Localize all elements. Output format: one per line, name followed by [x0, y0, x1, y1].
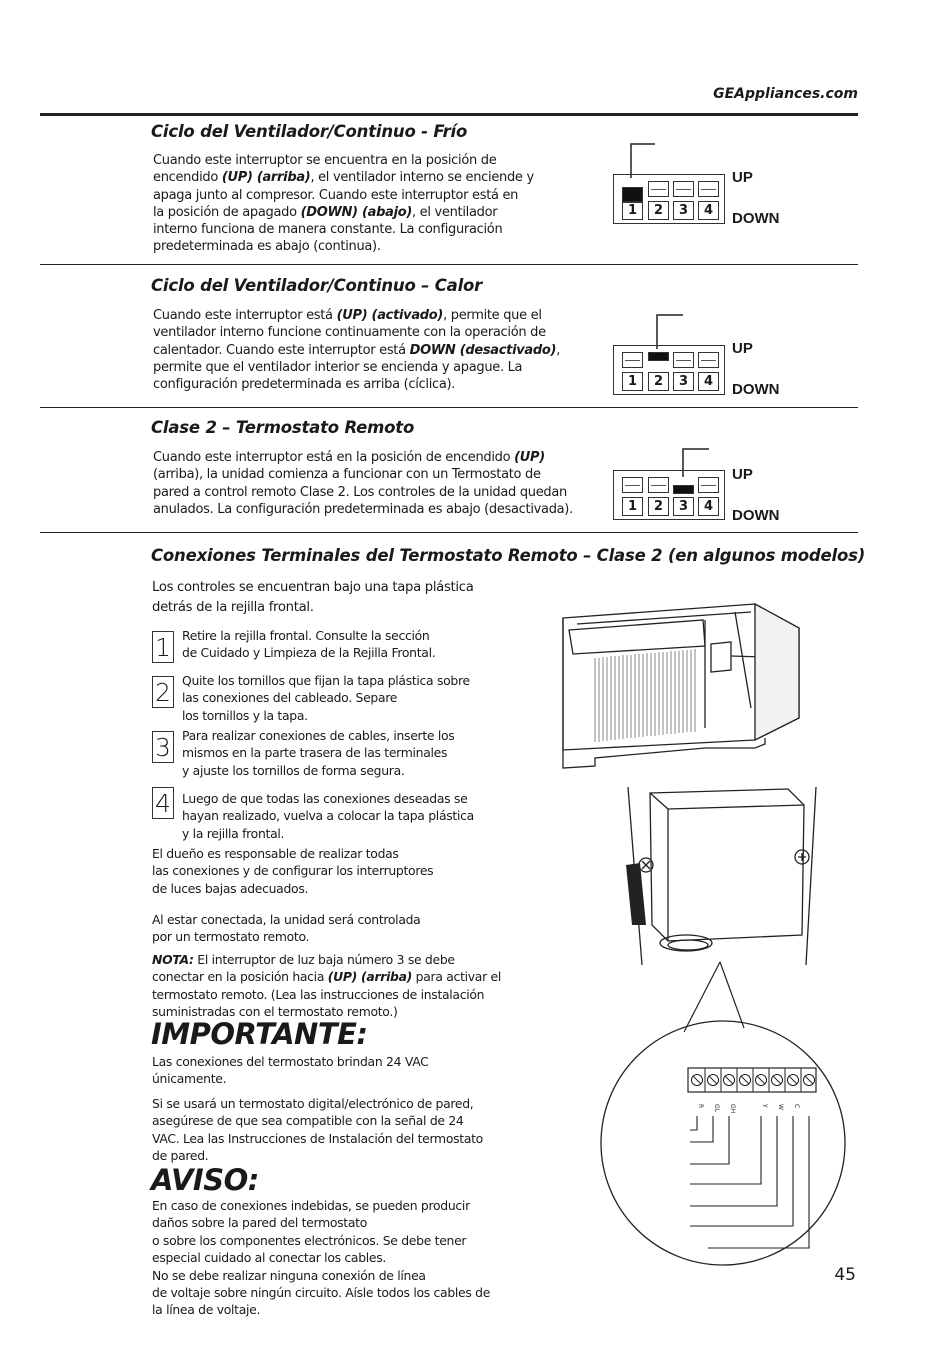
dip-number: 2	[648, 201, 669, 220]
section-body-remote-thermostat: Cuando este interruptor está en la posición de encendido (UP) (arriba), la unidad comienza a funcionar con un Termostato de pared a control remoto Clase 2. Los controles de la unidad quedan anulados. La configuración predeterminada es abajo (desactivada).	[153, 450, 573, 517]
air-conditioner-illustration	[555, 598, 805, 773]
dip-number: 3	[673, 372, 694, 391]
dip-switch-1	[622, 477, 643, 493]
terminal-label: W	[777, 1104, 784, 1110]
top-rule	[40, 113, 858, 116]
importante-p1: Las conexiones del termostato brindan 24 VAC únicamente.	[152, 1054, 429, 1087]
terminal-section-title: Conexiones Terminales del Termostato Remoto – Clase 2 (en algunos modelos)	[151, 546, 866, 565]
importante-heading: IMPORTANTE:	[151, 1017, 368, 1051]
step-text: Retire la rejilla frontal. Consulte la sección de Cuidado y Limpieza de la Rejilla Frontal.	[182, 628, 436, 661]
section-divider	[40, 264, 858, 265]
section-divider	[40, 407, 858, 408]
step-number-box: 1	[152, 631, 174, 663]
dip-number: 1	[622, 201, 643, 220]
pointer-line-icon	[625, 142, 660, 178]
dip-number: 2	[648, 372, 669, 391]
down-label: DOWN	[732, 210, 780, 227]
section-body-fan-heat: Cuando este interruptor está (UP) (activado), permite que el ventilador interno funcione continuamente con la operación de calentador. Cuando este interruptor está DOWN (desactivado), permite que el ventilador interior se encienda y apague. La configuración predeterminada es arriba (cíclica).	[153, 308, 561, 393]
terminal-label: Y	[761, 1104, 768, 1108]
dip-switch-4	[698, 477, 719, 493]
dip-switch-2	[648, 181, 669, 197]
nota-note: NOTA: El interruptor de luz baja número 3 se debe conectar en la posición hacia (UP) (arriba) para activar el termostato remoto. (Lea las instrucciones de instalación suministradas con el termostato remoto.)	[152, 952, 501, 1020]
dip-switch-2	[648, 352, 669, 361]
terminal-label: GH	[729, 1104, 736, 1114]
down-label: DOWN	[732, 507, 780, 524]
dip-switch-bank	[613, 470, 725, 520]
owner-note: El dueño es responsable de realizar todas las conexiones y de configurar los interruptores de luces bajas adecuados.	[152, 846, 434, 896]
dip-number: 4	[698, 372, 719, 391]
terminal-label: R	[697, 1104, 704, 1109]
connected-note: Al estar conectada, la unidad será controlada por un termostato remoto.	[152, 912, 421, 945]
dip-number: 4	[698, 497, 719, 516]
section-divider	[40, 532, 858, 533]
plastic-cover-illustration	[620, 785, 830, 970]
dip-switch-2	[648, 477, 669, 493]
section-title-remote-thermostat: Clase 2 – Termostato Remoto	[151, 418, 415, 437]
section-title-fan-heat: Ciclo del Ventilador/Continuo – Calor	[151, 276, 483, 295]
up-label: UP	[732, 340, 753, 357]
terminal-label: GL	[713, 1104, 720, 1112]
dip-number: 3	[673, 201, 694, 220]
step-number-box: 4	[152, 787, 174, 819]
dip-switch-3	[673, 352, 694, 368]
terminal-label: C	[793, 1104, 800, 1109]
step-text: Luego de que todas las conexiones deseadas se hayan realizado, vuelva a colocar la tapa plástica y la rejilla frontal.	[182, 791, 474, 841]
dip-number: 4	[698, 201, 719, 220]
aviso-body: En caso de conexiones indebidas, se pueden producir daños sobre la pared del termostato o sobre los componentes electrónicos. Se debe tener especial cuidado al conectar los cables. No se debe realizar ninguna conexión de línea de voltaje sobre ningún circuito. Aísle todos los cables de la línea de voltaje.	[152, 1198, 491, 1318]
page-number: 45	[834, 1265, 856, 1285]
terminal-intro: Los controles se encuentran bajo una tapa plástica detrás de la rejilla frontal.	[152, 580, 474, 615]
dip-switch-4	[698, 181, 719, 197]
terminal-block-detail	[598, 1018, 848, 1268]
importante-p2: Si se usará un termostato digital/electrónico de pared, asegúrese de que sea compatible con la señal de 24 VAC. Lea las Instrucciones de Instalación del termostato de pared.	[152, 1096, 483, 1164]
down-label: DOWN	[732, 381, 780, 398]
dip-switch-bank	[613, 174, 725, 224]
dip-switch-3	[673, 181, 694, 197]
section-body-fan-cool: Cuando este interruptor se encuentra en la posición de encendido (UP) (arriba), el ventilador interno se enciende y apaga junto al compresor. Cuando este interruptor está en la posición de apagado (DOWN) (abajo), el ventilador interno funciona de manera constante. La configuración predeterminada es abajo (continua).	[153, 153, 534, 255]
dip-switch-4	[698, 352, 719, 368]
dip-switch-3	[673, 485, 694, 494]
dip-number: 3	[673, 497, 694, 516]
dip-number: 1	[622, 497, 643, 516]
up-label: UP	[732, 466, 753, 483]
pointer-line-icon	[650, 313, 690, 349]
dip-number: 1	[622, 372, 643, 391]
up-label: UP	[732, 169, 753, 186]
dip-number: 2	[648, 497, 669, 516]
step-number-box: 2	[152, 676, 174, 708]
dip-switch-1	[622, 352, 643, 368]
aviso-heading: AVISO:	[151, 1163, 259, 1197]
step-number-box: 3	[152, 731, 174, 763]
website-url: GEAppliances.com	[713, 86, 858, 102]
section-title-fan-cool: Ciclo del Ventilador/Continuo - Frío	[151, 122, 468, 141]
step-text: Para realizar conexiones de cables, inserte los mismos en la parte trasera de las terminales y ajuste los tornillos de forma segura.	[182, 728, 455, 778]
step-text: Quite los tornillos que fijan la tapa plástica sobre las conexiones del cableado. Separe los tornillos y la tapa.	[182, 673, 470, 723]
dip-switch-bank	[613, 345, 725, 395]
